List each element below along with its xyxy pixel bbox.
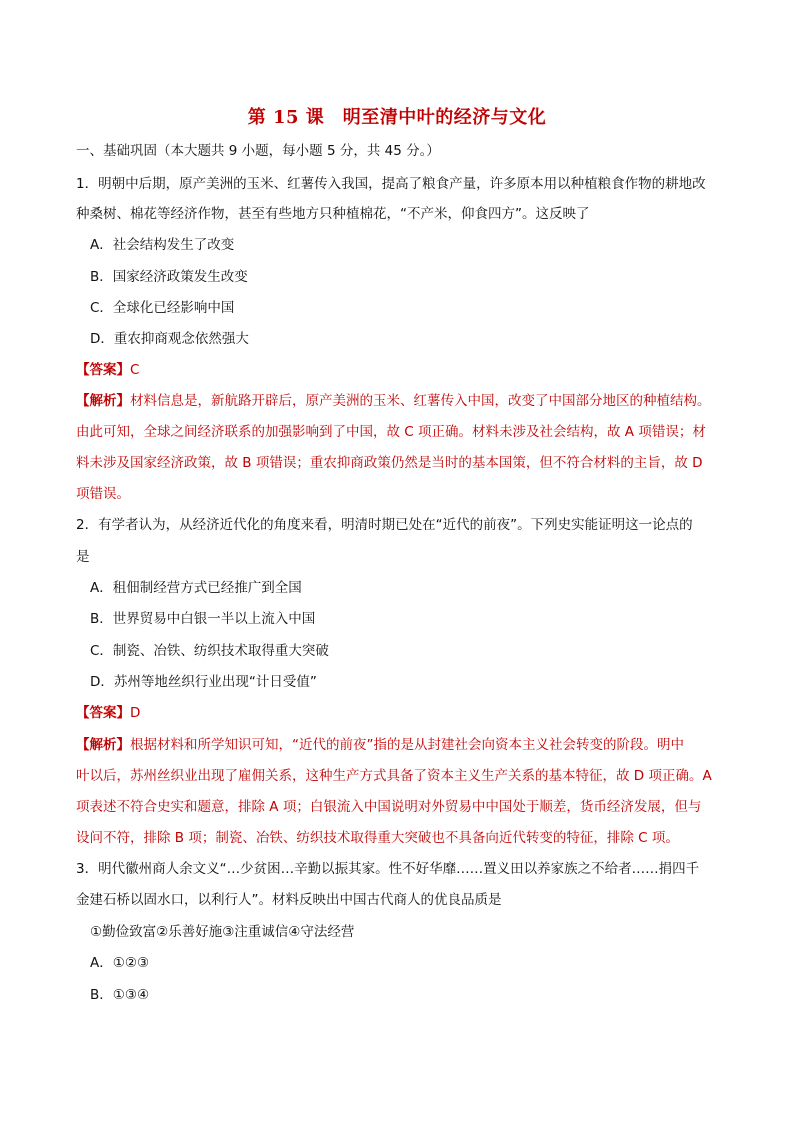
analysis-tag: 【解析】 (76, 737, 130, 753)
page-title: 第 15 课 明至清中叶的经济与文化 (247, 107, 547, 128)
q1-analysis-line1 (76, 393, 711, 409)
q2-stem-line1: 2．有学者认为，从经济近代化的角度来看，明清时期已处在“近代的前夜”。下列史实能证明这一论点的 (76, 517, 693, 533)
q2-analysis-line3: 项表述不符合史实和题意，排除 A 项；白银流入中国说明对外贸易中中国处于顺差，货币经济发展，但与 (76, 799, 702, 815)
q2-stem-line2: 是 (76, 549, 90, 565)
q1-analysis-line4: 项错误。 (76, 486, 130, 502)
q2-option-d: D．苏州等地丝织行业出现“计日受值” (90, 674, 317, 690)
q1-stem-line1: 1．明朝中后期，原产美洲的玉米、红薯传入我国，提高了粮食产量，许多原本用以种植粮食作物的耕地改 (76, 176, 706, 192)
q2-analysis-line1 (76, 737, 684, 753)
q1-option-c: C．全球化已经影响中国 (90, 300, 235, 316)
q2-analysis-line2: 叶以后，苏州丝织业出现了雇佣关系，这种生产方式具备了资本主义生产关系的基本特征，故 D 项正确。A (76, 768, 712, 784)
q1-analysis-text: 材料信息是，新航路开辟后，原产美洲的玉米、红薯传入中国，改变了中国部分地区的种植结构。 (130, 393, 711, 409)
answer-tag: 【答案】 (76, 705, 130, 721)
q1-option-b: B．国家经济政策发生改变 (90, 269, 248, 285)
analysis-tag: 【解析】 (76, 393, 130, 409)
q3-stem-line1: 3．明代徽州商人余文义“…少贫困…辛勤以振其家。性不好华靡……置义田以养家族之不给者……捐四千 (76, 861, 700, 877)
q2-analysis-text: 根据材料和所学知识可知，“近代的前夜”指的是从封建社会向资本主义社会转变的阶段。明中 (130, 737, 684, 753)
q3-option-a: A．①②③ (90, 955, 150, 971)
q1-analysis-line2: 由此可知，全球之间经济联系的加强影响到了中国，故 C 项正确。材料未涉及社会结构，故 A 项错误；材 (76, 424, 706, 440)
q3-items: ①勤俭致富②乐善好施③注重诚信④守法经营 (90, 924, 355, 940)
answer-tag: 【答案】 (76, 362, 130, 378)
q2-answer-value: D (130, 705, 141, 721)
q1-stem-line2: 种桑树、棉花等经济作物，甚至有些地方只种植棉花，“不产米，仰食四方”。这反映了 (76, 206, 590, 222)
q1-analysis-line3: 料未涉及国家经济政策，故 B 项错误；重农抑商政策仍然是当时的基本国策，但不符合材料的主旨，故 D (76, 455, 703, 471)
q1-option-a: A．社会结构发生了改变 (90, 237, 235, 253)
q2-option-a: A．租佃制经营方式已经推广到全国 (90, 580, 302, 596)
q1-option-d: D．重农抑商观念依然强大 (90, 331, 249, 347)
section-heading: 一、基础巩固（本大题共 9 小题，每小题 5 分，共 45 分。） (76, 143, 440, 159)
q3-option-b: B．①③④ (90, 987, 150, 1003)
q2-analysis-line4: 设问不符，排除 B 项；制瓷、冶铁、纺织技术取得重大突破也不具备向近代转变的特征，排除 C 项。 (76, 830, 679, 846)
q3-stem-line2: 金建石桥以固水口，以利行人”。材料反映出中国古代商人的优良品质是 (76, 892, 502, 908)
q2-option-b: B．世界贸易中白银一半以上流入中国 (90, 611, 316, 627)
q2-answer (76, 705, 140, 721)
q2-option-c: C．制瓷、冶铁、纺织技术取得重大突破 (90, 643, 329, 659)
q1-answer-value: C (130, 362, 140, 378)
q1-answer (76, 362, 139, 378)
